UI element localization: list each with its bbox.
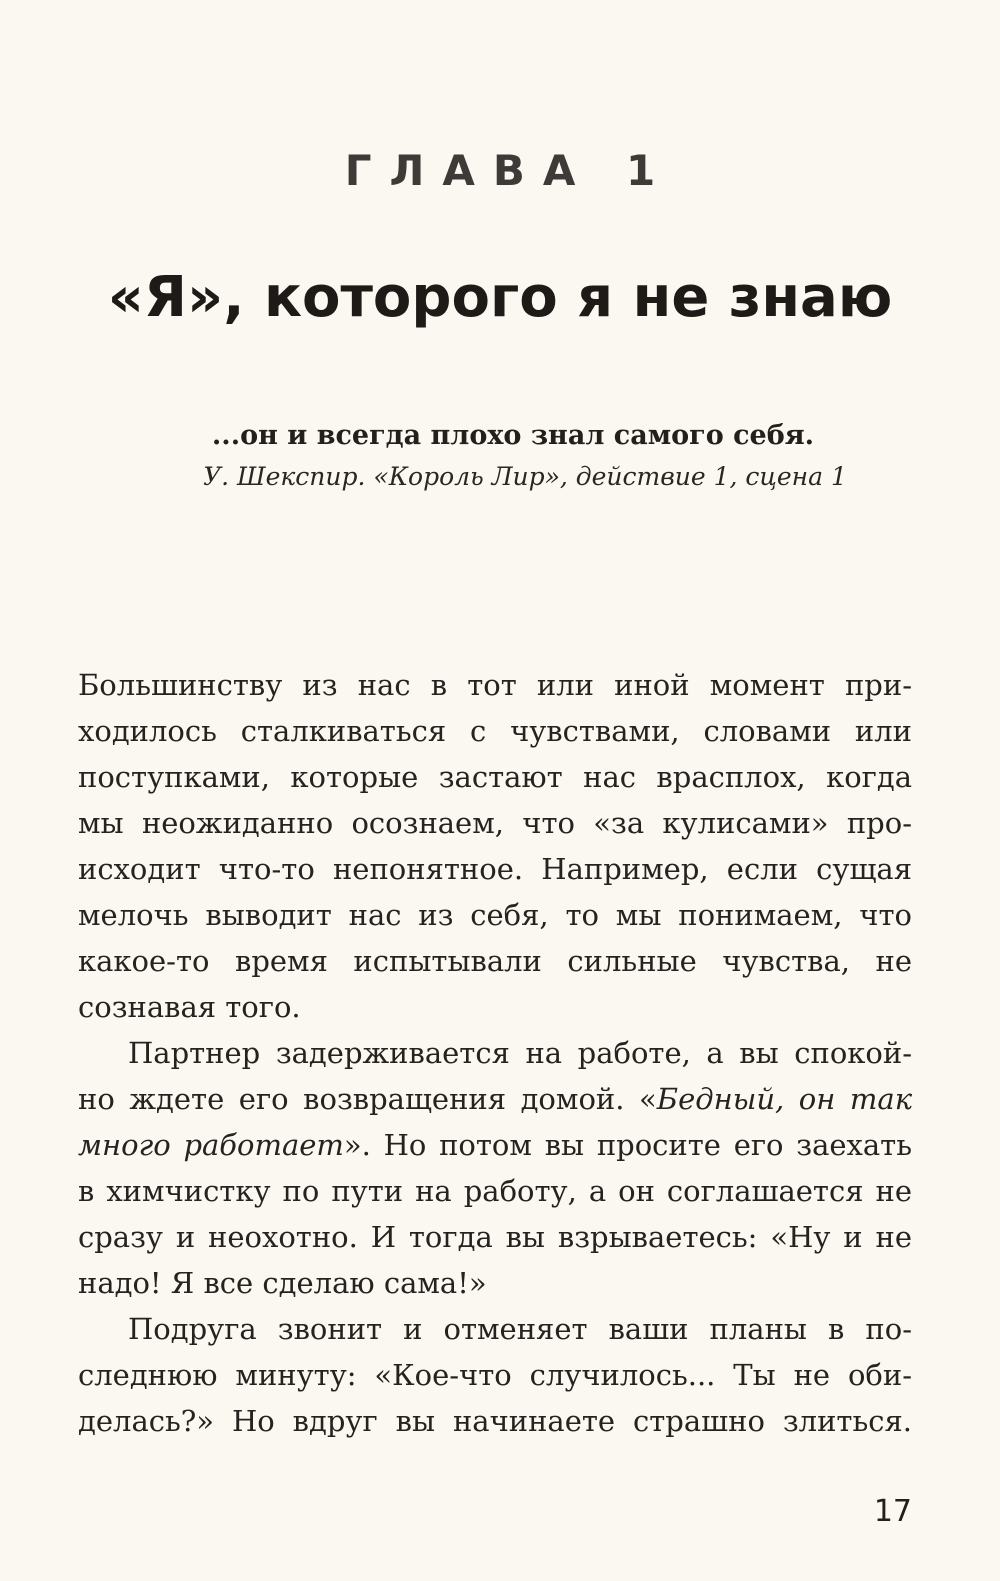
epigraph-quote: ...он и всегда плохо знал самого себя. (211, 420, 815, 451)
body-line: Большинству из нас в тот или иной момент при- (78, 668, 912, 702)
body-text (78, 662, 912, 1444)
body-line: какое-то время испытывали сильные чувства, не (78, 944, 912, 978)
body-line: исходит что-то непонятное. Например, если сущая (78, 852, 912, 886)
body-italic-run: Бедный, он так (656, 1082, 913, 1116)
epigraph (0, 418, 1000, 496)
body-line: сознавая того. (78, 990, 301, 1024)
body-line (78, 1122, 912, 1168)
chapter-label: ГЛАВА 1 (344, 146, 674, 195)
body-line: Подруга звонит и отменяет ваши планы в по- (128, 1312, 912, 1346)
body-line: в химчистку по пути на работу, а он соглашается не (78, 1174, 912, 1208)
body-line: сразу и неохотно. И тогда вы взрываетесь: «Ну и не (78, 1220, 912, 1254)
epigraph-source: У. Шекспир. «Король Лир», действие 1, сцена 1 (203, 462, 847, 492)
page-number: 17 (873, 1494, 912, 1529)
body-text-run: но ждете его возвращения домой. « (78, 1082, 657, 1116)
body-italic-run: много работает (78, 1128, 344, 1162)
body-line: Партнер задерживается на работе, а вы спокой- (128, 1036, 912, 1070)
body-line: следнюю минуту: «Кое-что случилось... Ты не оби- (78, 1358, 912, 1392)
body-line (78, 1076, 912, 1122)
body-line: мы неожиданно осознаем, что «за кулисами» про- (78, 806, 912, 840)
body-line: мелочь выводит нас из себя, то мы понимаем, что (78, 898, 912, 932)
body-line: надо! Я все сделаю сама!» (78, 1266, 487, 1300)
body-line: ходилось сталкиваться с чувствами, словами или (78, 714, 912, 748)
body-line: делась?» Но вдруг вы начинаете страшно злиться. (78, 1404, 912, 1438)
body-line: поступками, которые застают нас врасплох, когда (78, 760, 912, 794)
chapter-title: «Я», которого я не знаю (107, 265, 893, 330)
body-text-run: ». Но потом вы просите его заехать (343, 1128, 912, 1162)
